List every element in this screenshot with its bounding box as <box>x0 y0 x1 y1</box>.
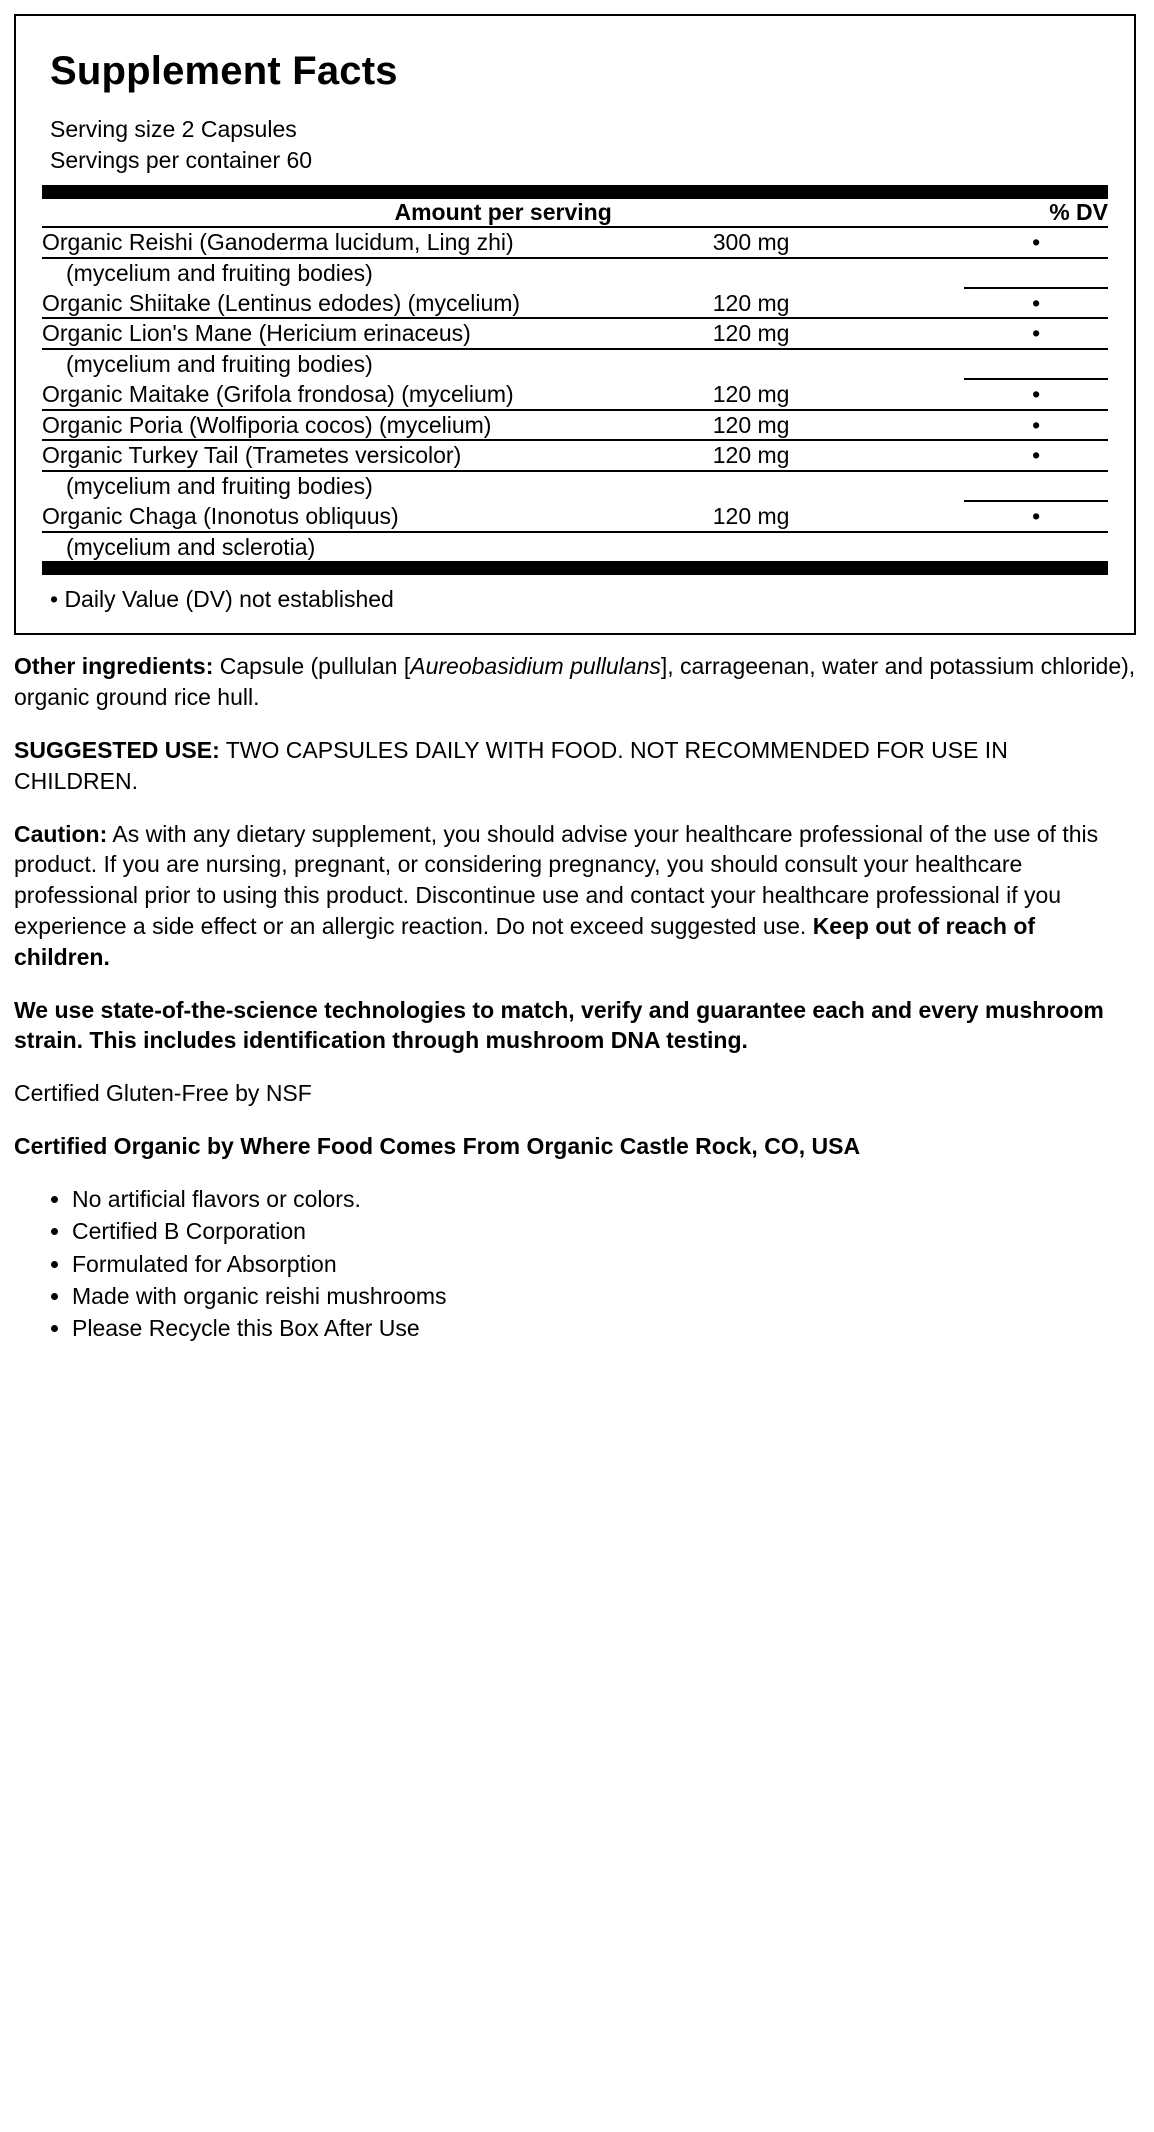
ingredient-dv <box>964 349 1108 379</box>
ingredient-dv <box>964 471 1108 501</box>
caution-bold-tail: Keep out of reach of children. <box>14 912 1036 970</box>
table-header-row <box>42 199 1108 227</box>
ingredient-dv: • <box>964 410 1108 441</box>
ingredient-name-continued: (mycelium and fruiting bodies) <box>66 351 373 378</box>
ingredient-amount: 120 mg <box>713 410 965 441</box>
ingredient-amount: 300 mg <box>713 227 965 258</box>
list-item: • Certified B Corporation <box>72 1216 1136 1246</box>
heavy-rule-top <box>42 185 1108 199</box>
table-row-continuation <box>42 471 1108 501</box>
ingredient-dv: • <box>964 501 1108 532</box>
table-row-continuation <box>42 258 1108 288</box>
table-row-continuation <box>42 532 1108 562</box>
serving-size: Serving size 2 Capsules <box>50 116 297 142</box>
ingredient-name-continued: (mycelium and fruiting bodies) <box>66 473 373 500</box>
caution-paragraph <box>14 819 1136 973</box>
ingredient-dv: • <box>964 379 1108 410</box>
table-row <box>42 288 1108 319</box>
other-ingredients-label: Other ingredients: <box>14 653 214 680</box>
list-item: • Please Recycle this Box After Use <box>72 1313 1136 1343</box>
ingredient-amount <box>713 471 965 501</box>
table-row <box>42 410 1108 441</box>
ingredient-name: Organic Lion's Mane (Hericium erinaceus) <box>42 318 713 349</box>
ingredient-name: Organic Chaga (Inonotus obliquus) <box>42 501 713 532</box>
ingredient-amount: 120 mg <box>713 379 965 410</box>
ingredient-dv <box>964 532 1108 562</box>
supplement-facts-title: Supplement Facts <box>50 49 398 93</box>
heavy-rule-bottom <box>42 561 1108 575</box>
header-amount-per-serving: Amount per serving <box>42 199 964 227</box>
certified-organic-statement: Certified Organic by Where Food Comes From Organic Castle Rock, CO, USA <box>14 1133 861 1160</box>
ingredient-dv: • <box>964 440 1108 471</box>
ingredient-amount <box>713 258 965 288</box>
ingredient-amount <box>713 349 965 379</box>
supplement-facts-table <box>42 199 1108 561</box>
ingredient-dv: • <box>964 318 1108 349</box>
table-row <box>42 501 1108 532</box>
ingredient-name: Organic Reishi (Ganoderma lucidum, Ling zhi) <box>42 227 713 258</box>
servings-per-container: Servings per container 60 <box>50 146 313 173</box>
header-percent-dv: % DV <box>964 199 1108 227</box>
ingredient-amount <box>713 532 965 562</box>
suggested-use-paragraph <box>14 735 1136 797</box>
table-row <box>42 379 1108 410</box>
ingredient-name: Organic Turkey Tail (Trametes versicolor) <box>42 440 713 471</box>
ingredient-name-continued: (mycelium and sclerotia) <box>66 533 316 560</box>
dna-testing-statement: We use state-of-the-science technologies to match, verify and guarantee each and every mushroom strain. This includes identification through mushroom DNA testing. <box>14 996 1104 1054</box>
other-ingredients-text-2: ], carrageenan, water and potassium chloride), organic ground rice hull. <box>14 653 1136 711</box>
feature-list <box>14 1184 1136 1344</box>
ingredient-name-continued: (mycelium and fruiting bodies) <box>66 259 373 286</box>
other-ingredients-text-1: Capsule (pullulan [ <box>213 653 411 680</box>
ingredient-dv: • <box>964 227 1108 258</box>
table-row-continuation <box>42 349 1108 379</box>
table-row <box>42 318 1108 349</box>
ingredient-amount: 120 mg <box>713 318 965 349</box>
suggested-use-label: SUGGESTED USE: <box>14 736 220 763</box>
daily-value-footnote: • Daily Value (DV) not established <box>50 586 394 613</box>
other-ingredients-paragraph <box>14 651 1136 713</box>
ingredient-amount: 120 mg <box>713 501 965 532</box>
ingredient-name: Organic Poria (Wolfiporia cocos) (mycelium) <box>42 410 713 441</box>
other-ingredients-italic-term: Aureobasidium pullulans <box>410 653 661 680</box>
list-item: • Made with organic reishi mushrooms <box>72 1281 1136 1311</box>
ingredient-amount: 120 mg <box>713 440 965 471</box>
ingredient-amount: 120 mg <box>713 288 965 319</box>
table-row <box>42 227 1108 258</box>
suggested-use-text: TWO CAPSULES DAILY WITH FOOD. NOT RECOMMENDED FOR USE IN CHILDREN. <box>14 736 1008 794</box>
supplement-facts-panel <box>14 14 1136 635</box>
list-item: • No artificial flavors or colors. <box>72 1184 1136 1214</box>
list-item: • Formulated for Absorption <box>72 1249 1136 1279</box>
ingredient-dv: • <box>964 288 1108 319</box>
label-body-copy <box>14 651 1136 1343</box>
ingredient-name: Organic Maitake (Grifola frondosa) (mycelium) <box>42 379 713 410</box>
caution-text: As with any dietary supplement, you should advise your healthcare professional of the use of this product. If you are nursing, pregnant, or considering pregnancy, you should consult your healthcare professional prior to using this product. Discontinue use and contact your healthcare professional if you experience a side effect or an allergic reaction. Do not exceed suggested use. <box>14 820 1099 939</box>
gluten-free-statement: Certified Gluten-Free by NSF <box>14 1080 312 1107</box>
ingredient-name: Organic Shiitake (Lentinus edodes) (mycelium) <box>42 288 713 319</box>
ingredient-dv <box>964 258 1108 288</box>
caution-label: Caution: <box>14 820 108 847</box>
table-row <box>42 440 1108 471</box>
